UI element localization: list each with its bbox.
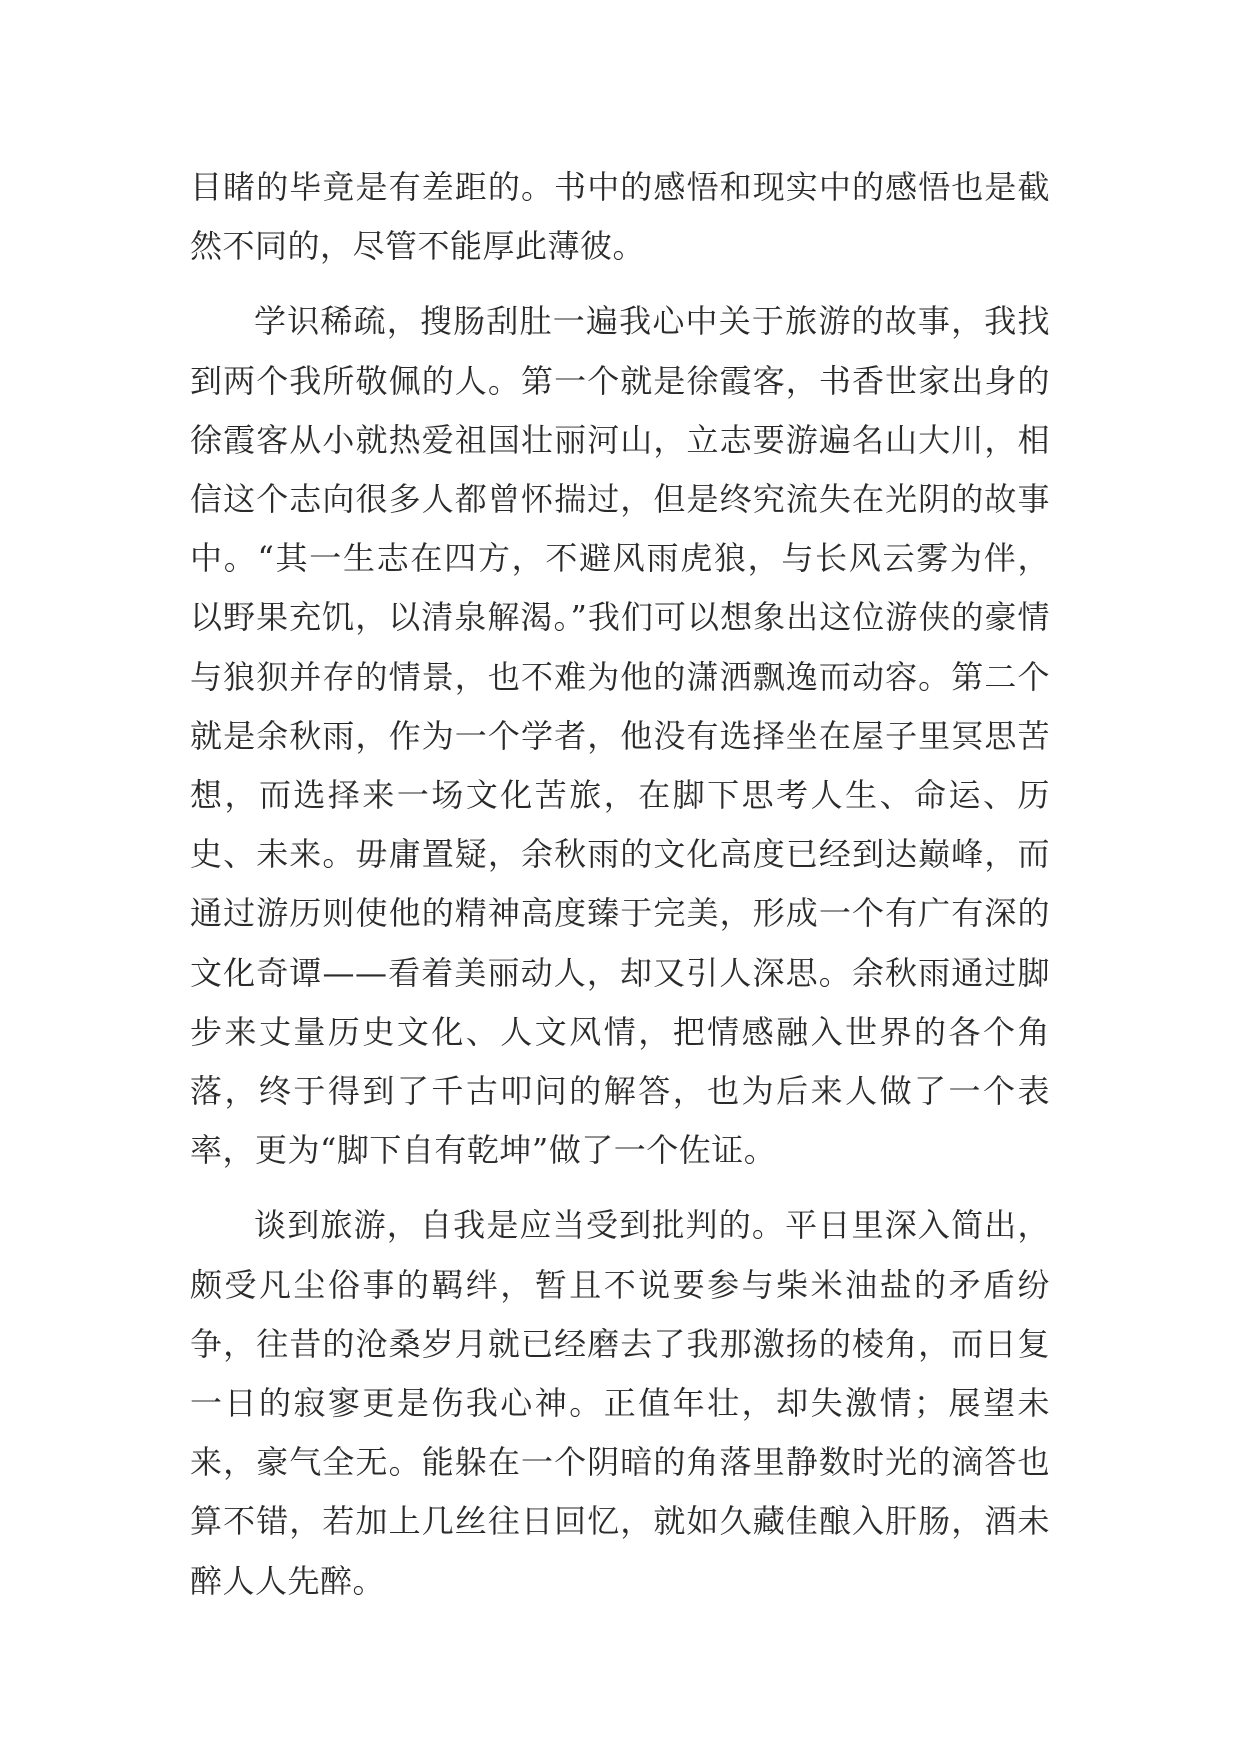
paragraph-3: 谈到旅游，自我是应当受到批判的。平日里深入简出，颇受凡尘俗事的羁绊，暂且不说要参与柴米油盐的矛盾纷争，往昔的沧桑岁月就已经磨去了我那激扬的棱角，而日复一日的寂寥更是伤我心神。正值年壮，却失激情；展望未来，豪气全无。能躲在一个阴暗的角落里静数时光的滴答也算不错，若加上几丝往日回忆，就如久藏佳酿入肝肠，酒未醉人人先醉。: [190, 1206, 1050, 1600]
paragraph-1: 目睹的毕竟是有差距的。书中的感悟和现实中的感悟也是截然不同的，尽管不能厚此薄彼。: [190, 168, 1050, 266]
document-body: [190, 158, 1050, 1627]
paragraph-2: 学识稀疏，搜肠刮肚一遍我心中关于旅游的故事，我找到两个我所敬佩的人。第一个就是徐霞客，书香世家出身的徐霞客从小就热爱祖国壮丽河山，立志要游遍名山大川，相信这个志向很多人都曾怀揣过，但是终究流失在光阴的故事中。“其一生志在四方，不避风雨虎狼，与长风云雾为伴，以野果充饥，以清泉解渴。”我们可以想象出这位游侠的豪情与狼狈并存的情景，也不难为他的潇洒飘逸而动容。第二个就是余秋雨，作为一个学者，他没有选择坐在屋子里冥思苦想，而选择来一场文化苦旅，在脚下思考人生、命运、历史、未来。毋庸置疑，余秋雨的文化高度已经到达巅峰，而通过游历则使他的精神高度臻于完美，形成一个有广有深的文化奇谭——看着美丽动人，却又引人深思。余秋雨通过脚步来丈量历史文化、人文风情，把情感融入世界的各个角落，终于得到了千古叩问的解答，也为后来人做了一个表率，更为“脚下自有乾坤”做了一个佐证。: [190, 302, 1050, 1170]
